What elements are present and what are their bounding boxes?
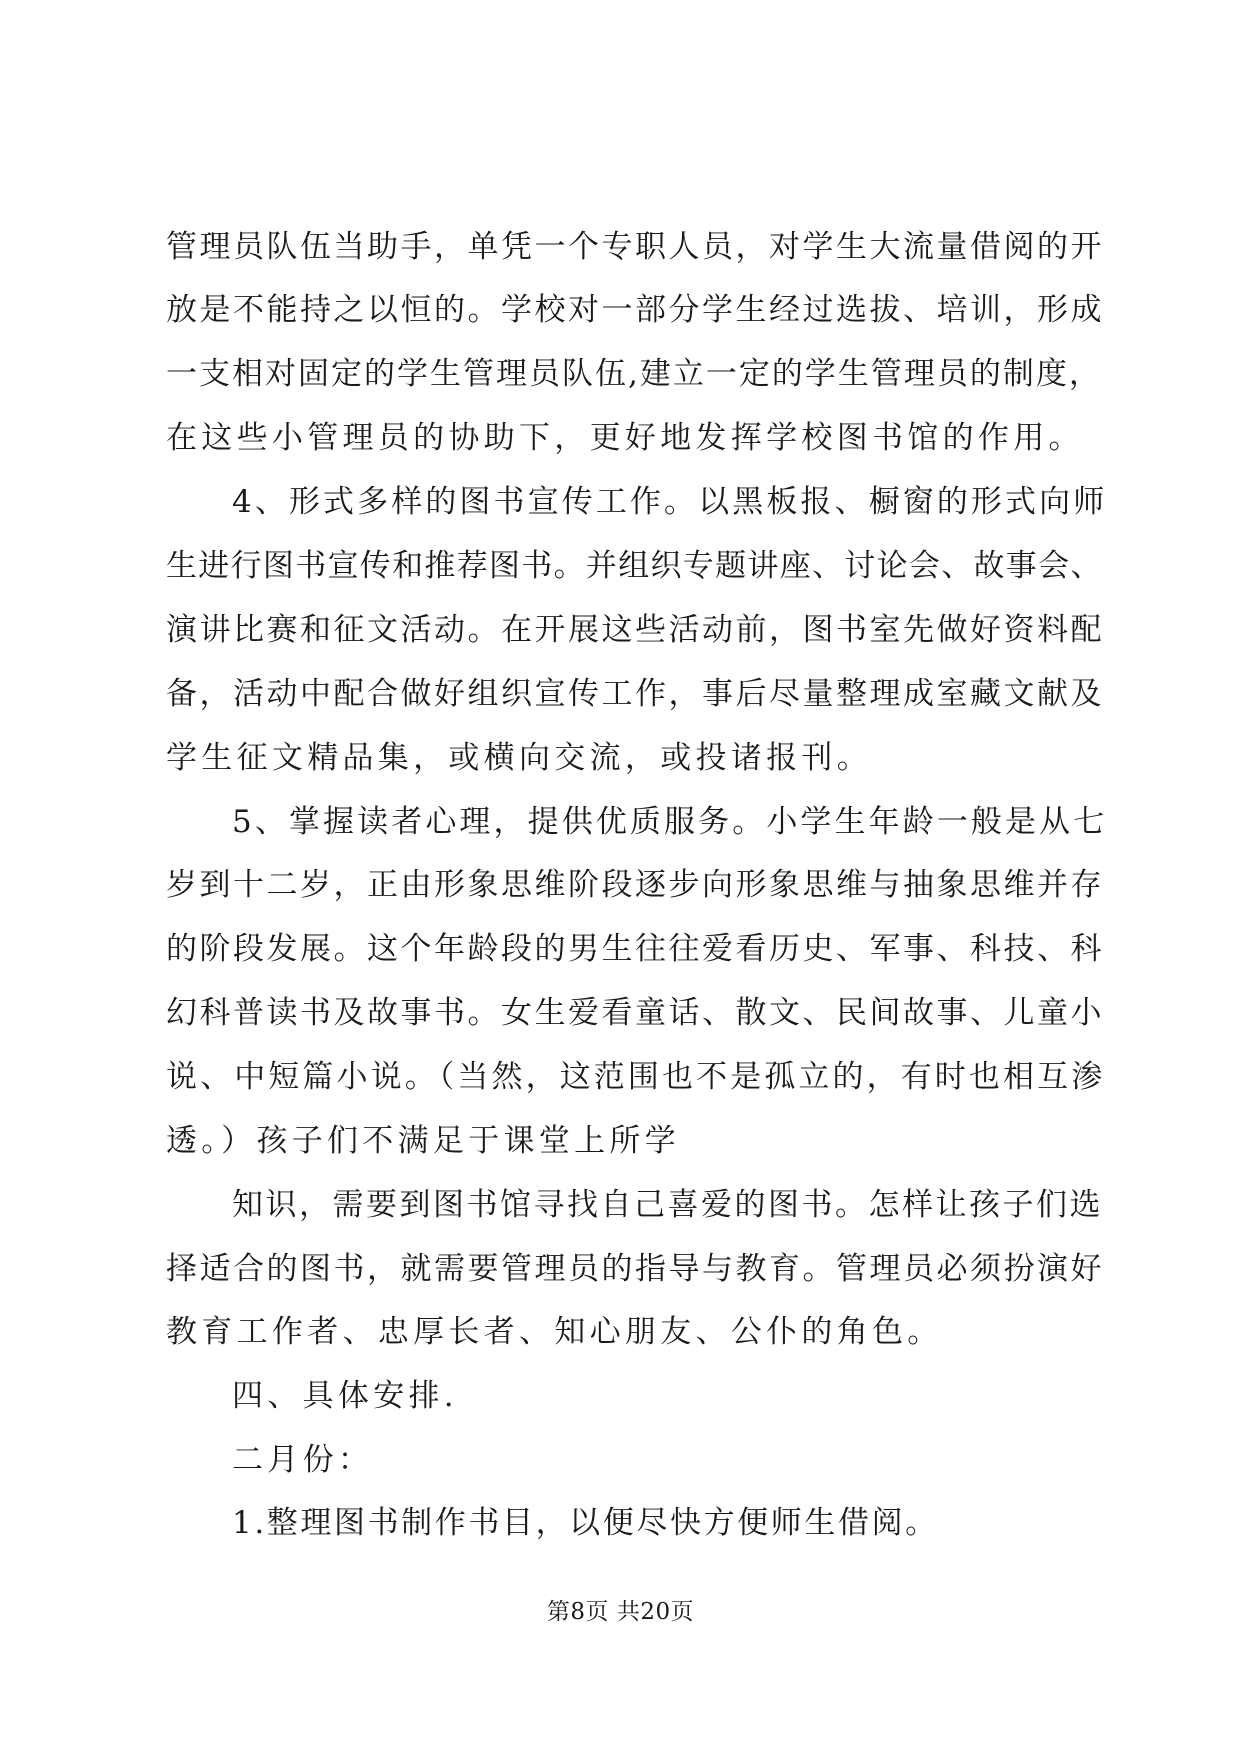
body-text-line: 幻科普读书及故事书。女生爱看童话、散文、民间故事、儿童小 xyxy=(166,995,1104,1031)
body-text-line: 岁到十二岁，正由形象思维阶段逐步向形象思维与抽象思维并存 xyxy=(166,867,1104,903)
body-text-line: 教育工作者、忠厚长者、知心朋友、公仆的角色。 xyxy=(166,1314,943,1350)
page-number-footer: 第8页 共20页 xyxy=(546,1599,695,1625)
body-text-line: 管理员队伍当助手，单凭一个专职人员，对学生大流量借阅的开 xyxy=(166,229,1104,265)
section-heading: 四、具体安排. xyxy=(232,1378,458,1414)
body-text-line: 说、中短篇小说。（当然，这范围也不是孤立的，有时也相互渗 xyxy=(166,1059,1106,1095)
body-text-line: 的阶段发展。这个年龄段的男生往往爱看历史、军事、科技、科 xyxy=(166,931,1104,967)
body-text-line: 一支相对固定的学生管理员队伍,建立一定的学生管理员的制度， xyxy=(166,356,1102,392)
body-text-line: 学生征文精品集，或横向交流，或投诸报刊。 xyxy=(166,740,872,776)
body-text-line: 择适合的图书，就需要管理员的指导与教育。管理员必须扮演好 xyxy=(166,1251,1104,1287)
body-text-line: 透。）孩子们不满足于课堂上所学 xyxy=(166,1123,680,1159)
paragraph-5-first-line: 5、掌握读者心理，提供优质服务。小学生年龄一般是从七 xyxy=(232,804,1108,840)
body-text-line: 生进行图书宣传和推荐图书。并组织专题讲座、讨论会、故事会、 xyxy=(166,548,1103,584)
month-heading: 二月份： xyxy=(232,1442,374,1478)
paragraph-4-first-line: 4、形式多样的图书宣传工作。以黑板报、橱窗的形式向师 xyxy=(232,484,1108,520)
body-text-line: 放是不能持之以恒的。学校对一部分学生经过选拔、培训，形成 xyxy=(166,292,1104,328)
body-text-line: 备，活动中配合做好组织宣传工作，事后尽量整理成室藏文献及 xyxy=(166,676,1104,712)
body-text-line: 演讲比赛和征文活动。在开展这些活动前，图书室先做好资料配 xyxy=(166,612,1104,648)
body-text-line: 在这些小管理员的协助下，更好地发挥学校图书馆的作用。 xyxy=(166,420,1084,456)
list-item: 1.整理图书制作书目，以便尽快方便师生借阅。 xyxy=(232,1505,939,1541)
paragraph-knowledge-first-line: 知识，需要到图书馆寻找自己喜爱的图书。怎样让孩子们选 xyxy=(232,1187,1103,1223)
